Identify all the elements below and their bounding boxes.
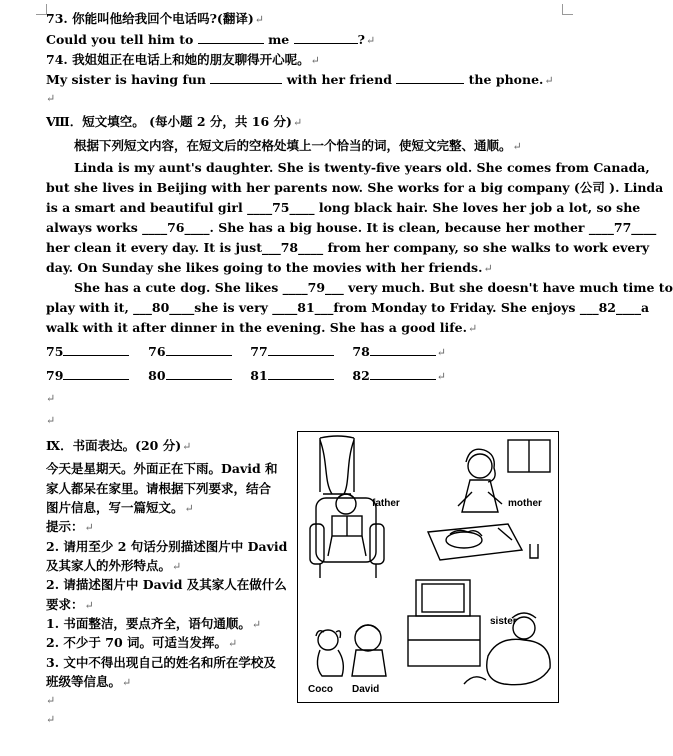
- answer-blank[interactable]: [294, 31, 358, 44]
- answer-blank[interactable]: [63, 343, 129, 356]
- writing-prompt-line: 班级等信息。↵: [46, 674, 132, 689]
- writing-prompt-line: 2. 请描述图片中 David 及其家人在做什么: [46, 577, 287, 592]
- answer-row-1: 75 76 77 78 ↵: [46, 344, 446, 359]
- passage-line: day. On Sunday she likes going to the movies with her friends.↵: [46, 260, 493, 275]
- q73-prompt: 你能叫他给我回个电话吗?(翻译): [72, 11, 254, 26]
- q74-prompt: 我姐姐正在电话上和她的朋友聊得开心呢。: [72, 52, 310, 67]
- answer-blank[interactable]: [210, 71, 282, 84]
- writing-prompt-line: 提示：↵: [46, 519, 94, 534]
- passage-line: is a smart and beautiful girl ____75____ long black hair. She loves her job a lot, so she: [46, 200, 641, 215]
- section8-title: Ⅷ．短文填空。 (每小题 2 分，共 16 分)↵: [46, 114, 303, 129]
- q73-english-line: Could you tell him to me ?↵: [46, 32, 376, 47]
- answer-blank[interactable]: [166, 367, 232, 380]
- answer-blank[interactable]: [268, 343, 334, 356]
- writing-prompt-line: 图片信息，写一篇短文。↵: [46, 500, 194, 515]
- writing-prompt-line: 及其家人的外形特点。↵: [46, 558, 182, 573]
- passage-line: walk with it after dinner in the evening. She has a good life.↵: [46, 320, 478, 335]
- answer-blank[interactable]: [198, 31, 264, 44]
- passage-line: She has a cute dog. She likes ____79___ very much. But she doesn't have much time to: [74, 280, 673, 295]
- label-sister: sister: [490, 616, 517, 627]
- q73-chinese-line: 73. 你能叫他给我回个电话吗?(翻译)↵: [46, 11, 264, 26]
- section9-title: Ⅸ．书面表达。(20 分)↵: [46, 438, 192, 453]
- writing-prompt-line: 家人都呆在家里。请根据下列要求，结合: [46, 481, 272, 496]
- writing-prompt-line: 2. 不少于 70 词。可适当发挥。↵: [46, 635, 238, 650]
- q74-number: 74.: [46, 52, 68, 67]
- family-drawing: [298, 432, 558, 702]
- label-mother: mother: [508, 498, 542, 509]
- q74-chinese-line: 74. 我姐姐正在电话上和她的朋友聊得开心呢。↵: [46, 52, 320, 67]
- writing-prompt-line: 要求：↵: [46, 597, 94, 612]
- label-coco: Coco: [308, 684, 333, 695]
- passage-line: but she lives in Beijing with her parents now. She works for a big company (公司 ). Linda: [46, 180, 664, 195]
- passage-line: her clean it every day. It is just___78____ from her company, so she walks to work every: [46, 240, 650, 255]
- writing-prompt-line: 3. 文中不得出现自己的姓名和所在学校及: [46, 655, 276, 670]
- writing-prompt-line: 今天是星期天。外面正在下雨。David 和: [46, 461, 278, 476]
- answer-blank[interactable]: [370, 367, 436, 380]
- q74-english-line: My sister is having fun with her friend the phone.↵: [46, 72, 554, 87]
- section8-instruction: 根据下列短文内容，在短文后的空格处填上一个恰当的词，使短文完整、通顺。↵: [74, 138, 522, 153]
- answer-blank[interactable]: [63, 367, 129, 380]
- q73-number: 73.: [46, 11, 68, 26]
- writing-prompt-line: 2. 请用至少 2 句话分别描述图片中 David: [46, 539, 288, 554]
- answer-row-2: 79 80 81 82 ↵: [46, 368, 446, 383]
- passage-line: Linda is my aunt's daughter. She is twenty-five years old. She comes from Canada,: [74, 160, 650, 175]
- answer-blank[interactable]: [166, 343, 232, 356]
- corner-mark-top-right: [562, 4, 573, 15]
- passage-line: always works ____76____. She has a big house. It is clean, because her mother ____77____: [46, 220, 657, 235]
- answer-blank[interactable]: [268, 367, 334, 380]
- label-father: father: [372, 498, 400, 509]
- family-illustration: [297, 431, 559, 703]
- answer-blank[interactable]: [370, 343, 436, 356]
- passage-line: play with it, ___80____she is very ____81___from Monday to Friday. She enjoys ___82____a: [46, 300, 650, 315]
- writing-prompt-line: 1. 书面整洁，要点齐全，语句通顺。↵: [46, 616, 262, 631]
- answer-blank[interactable]: [396, 71, 464, 84]
- label-david: David: [352, 684, 380, 695]
